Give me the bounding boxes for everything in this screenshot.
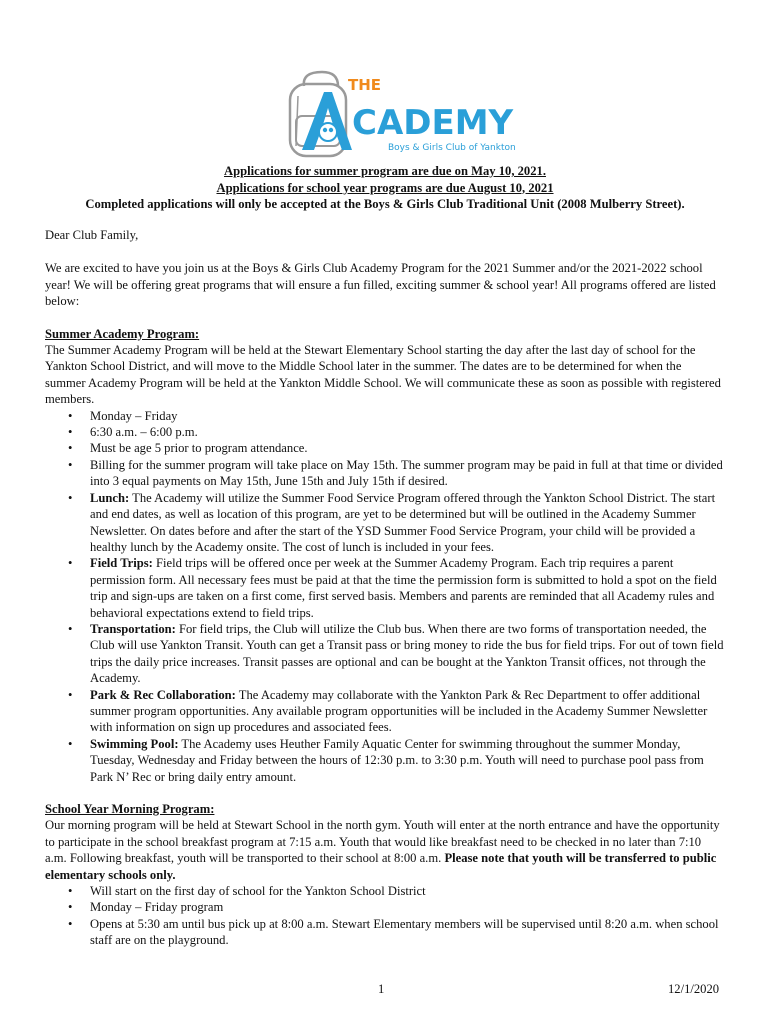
list-item: • Will start on the first day of school for the Yankton School District: [90, 883, 725, 899]
notice-summer-deadline: Applications for summer program are due on May 10, 2021.: [224, 164, 546, 178]
svg-text:CADEMY: CADEMY: [352, 103, 514, 143]
letter-body: [45, 227, 725, 949]
page-number: 1: [378, 982, 385, 996]
list-item: • Monday – Friday program: [90, 899, 725, 915]
application-notice: [40, 163, 730, 213]
list-item-lunch: • Lunch: The Academy will utilize the Summer Food Service Program offered through the Yankton School District. The start and end dates, as well as location of this program, are yet to be determined but will be outlined in the Academy Summer Newsletter. On dates before and after the start of the YSD Summer Food Service Program, your child will be provided a healthy lunch by the Academy onsite. The cost of lunch is included in your fees.: [90, 490, 725, 556]
list-item-park-rec: • Park & Rec Collaboration: The Academy may collaborate with the Yankton Park & Rec Department to offer additional summer program opportunities. Any available program opportunities will be included in the Academy Summer Newsletter with information on sign up procedures and associated fees.: [90, 687, 725, 736]
footer-date: 12/1/2020: [668, 982, 720, 996]
notice-location: Completed applications will only be accepted at the Boys & Girls Club Traditional Unit (2008 Mulberry Street).: [85, 197, 685, 211]
school-description: Our morning program will be held at Stewart School in the north gym. Youth will enter at the north entrance and have the opportunity to participate in the school breakfast program at 7:15 a.m. Youth that would like breakfast need to be checked in no later than 7:10 a.m. Following breakfast, youth will be transported to their school at 8:00 a.m. Please note that youth will be transferred to public elementary schools only.: [45, 818, 720, 882]
summer-description: The Summer Academy Program will be held at the Stewart Elementary School starting the day after the last day of school for the Yankton School District, and will move to the Middle School later in the summer. The dates are to be determined for when the summer Academy Program will be held at the Yankton Middle School. We will communicate these as soon as possible with registered members.: [45, 343, 721, 407]
list-item-field-trips: • Field Trips: Field trips will be offered once per week at the Summer Academy Program. Each trip requires a parent permission form. All necessary fees must be paid at that the time the permission form is submitted to hold a spot on the field trip and sign-ups are taken on a first come, first served basis. Members and parents are reminded that all Academy rules and behavioral expectations extend to field trips.: [90, 555, 725, 621]
academy-logo: [282, 66, 522, 166]
list-item: • 6:30 a.m. – 6:00 p.m.: [90, 424, 725, 440]
school-section-title: School Year Morning Program:: [45, 802, 215, 816]
list-item: • Must be age 5 prior to program attendance.: [90, 440, 725, 456]
svg-text:Boys & Girls Club of Yankton: Boys & Girls Club of Yankton: [388, 143, 516, 153]
list-item: • Opens at 5:30 am until bus pick up at 8:00 a.m. Stewart Elementary members will be supervised until 8:20 a.m. when school staff are on the playground.: [90, 916, 725, 949]
school-list: [45, 883, 725, 949]
summer-list: [45, 408, 725, 785]
list-item: • Monday – Friday: [90, 408, 725, 424]
list-item-swimming-pool: • Swimming Pool: The Academy uses Heuther Family Aquatic Center for swimming throughout the summer Monday, Tuesday, Wednesday and Friday between the hours of 12:30 p.m. to 3:30 p.m. Youth will need to purchase pool pass from Park N’ Rec or bring daily entry amount.: [90, 736, 725, 785]
list-item: • Billing for the summer program will take place on May 15th. The summer program may be paid in full at that time or divided into 3 equal payments on May 15th, June 15th and July 15th if desired.: [90, 457, 725, 490]
backpack-logo-icon: [282, 66, 522, 166]
greeting: Dear Club Family,: [45, 228, 139, 242]
list-item-transportation: • Transportation: For field trips, the Club will utilize the Club bus. When there are two forms of transportation needed, the Club will use Yankton Transit. Youth can get a Transit pass or bring money to ride the bus for field trips. For out of town field trips the daily price increases. Transit passes are optional and can be bought at the Yankton Transit offices, not through the Academy.: [90, 621, 725, 687]
summer-section-title: Summer Academy Program:: [45, 326, 200, 341]
svg-text:THE: THE: [348, 76, 382, 94]
notice-school-deadline: Applications for school year programs are due August 10, 2021: [216, 180, 554, 195]
intro-paragraph: We are excited to have you join us at the Boys & Girls Club Academy Program for the 2021 Summer and/or the 2021-2022 school year! We will be offering great programs that will ensure a fun filled, exciting summer & school year! All programs offered are listed below:: [45, 261, 716, 309]
